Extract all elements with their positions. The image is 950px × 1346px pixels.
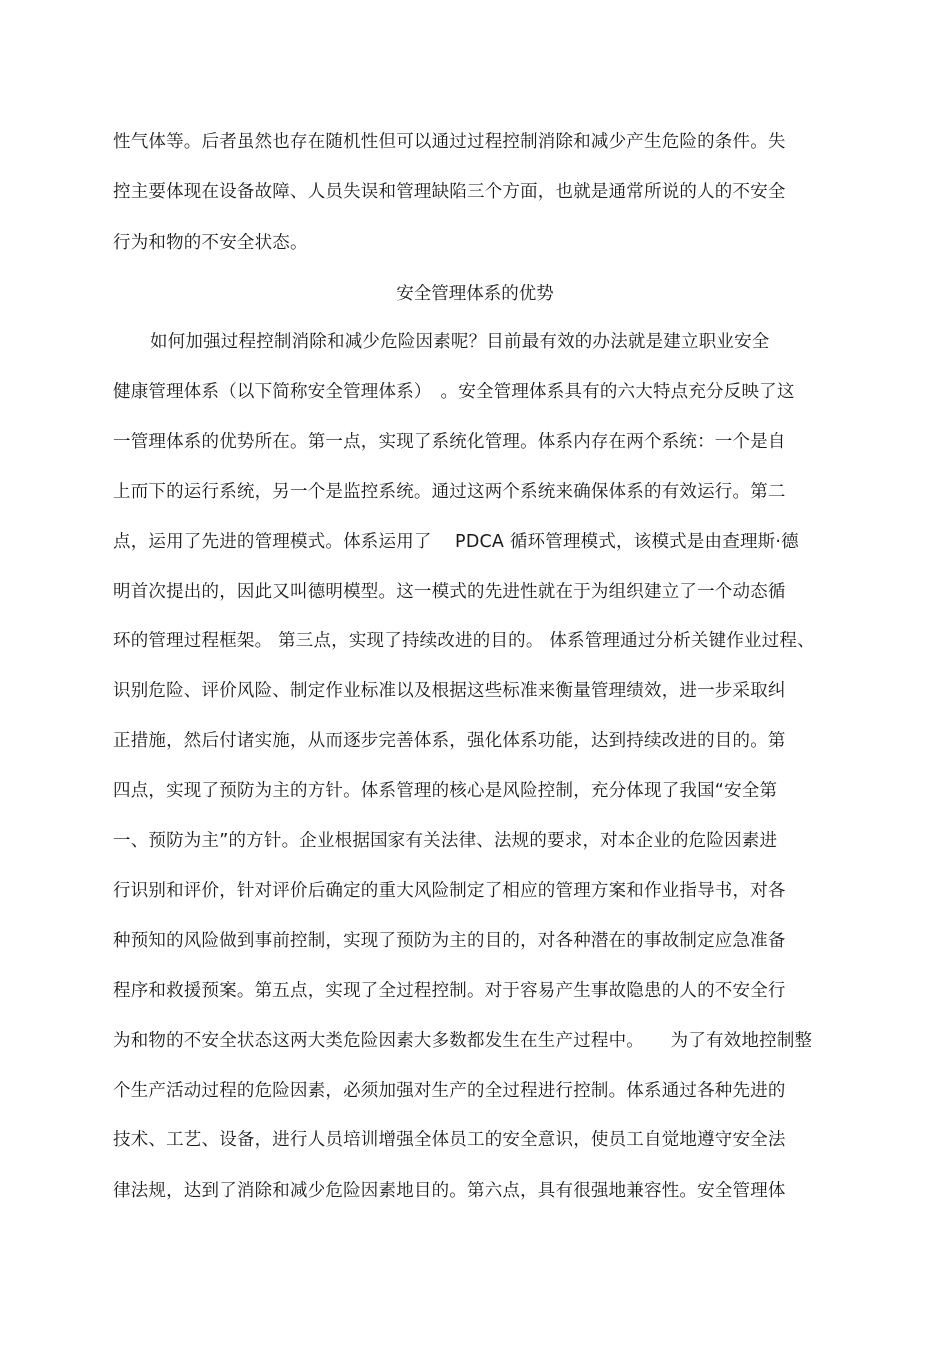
body-line: 健康管理体系（以下简称安全管理体系） 。安全管理体系具有的六大特点充分反映了这 (113, 382, 795, 402)
intro-line: 性气体等。后者虽然也存在随机性但可以通过过程控制消除和减少产生危险的条件。失 (113, 132, 786, 152)
body-line: 明首次提出的，因此又叫德明模型。这一模式的先进性就在于为组织建立了一个动态循 (113, 582, 786, 602)
body-line: 环的管理过程框架。 第三点，实现了持续改进的目的。 体系管理通过分析关键作业过程、 (113, 631, 815, 651)
body-line: 为和物的不安全状态这两大类危险因素大多数都发生在生产过程中。 为了有效地控制整 (113, 1031, 813, 1051)
body-line: 正措施，然后付诸实施，从而逐步完善体系，强化体系功能，达到持续改进的目的。第 (113, 731, 786, 751)
body-line: 个生产活动过程的危险因素，必须加强对生产的全过程进行控制。体系通过各种先进的 (113, 1081, 786, 1101)
body-line: 种预知的风险做到事前控制，实现了预防为主的目的，对各种潜在的事故制定应急准备 (113, 931, 786, 951)
body-line: 程序和救援预案。第五点，实现了全过程控制。对于容易产生事故隐患的人的不安全行 (113, 981, 786, 1001)
body-line: 上而下的运行系统，另一个是监控系统。通过这两个系统来确保体系的有效运行。第二 (113, 482, 786, 502)
intro-line: 控主要体现在设备故障、人员失误和管理缺陷三个方面，也就是通常所说的人的不安全 (113, 182, 786, 202)
body-line: 技术、工艺、设备，进行人员培训增强全体员工的安全意识，使员工自觉地遵守安全法 (113, 1130, 786, 1150)
body-line: 识别危险、评价风险、制定作业标准以及根据这些标准来衡量管理绩效，进一步采取纠 (113, 681, 786, 701)
body-line: 点，运用了先进的管理模式。体系运用了 PDCA 循环管理模式，该模式是由查理斯·德 (113, 532, 799, 552)
section-title: 安全管理体系的优势 (396, 284, 554, 304)
body-line: 一管理体系的优势所在。第一点，实现了系统化管理。体系内存在两个系统：一个是自 (113, 432, 786, 452)
body-line: 行识别和评价，针对评价后确定的重大风险制定了相应的管理方案和作业指导书，对各 (113, 881, 786, 901)
body-line: 四点，实现了预防为主的方针。体系管理的核心是风险控制，充分体现了我国“安全第 (113, 781, 778, 801)
body-line: 如何加强过程控制消除和减少危险因素呢？目前最有效的办法就是建立职业安全 (150, 332, 770, 352)
body-line: 律法规，达到了消除和减少危险因素地目的。第六点，具有很强地兼容性。安全管理体 (113, 1181, 786, 1201)
body-line: 一、预防为主”的方针。企业根据国家有关法律、法规的要求，对本企业的危险因素进 (113, 831, 778, 851)
intro-line: 行为和物的不安全状态。 (113, 233, 308, 253)
